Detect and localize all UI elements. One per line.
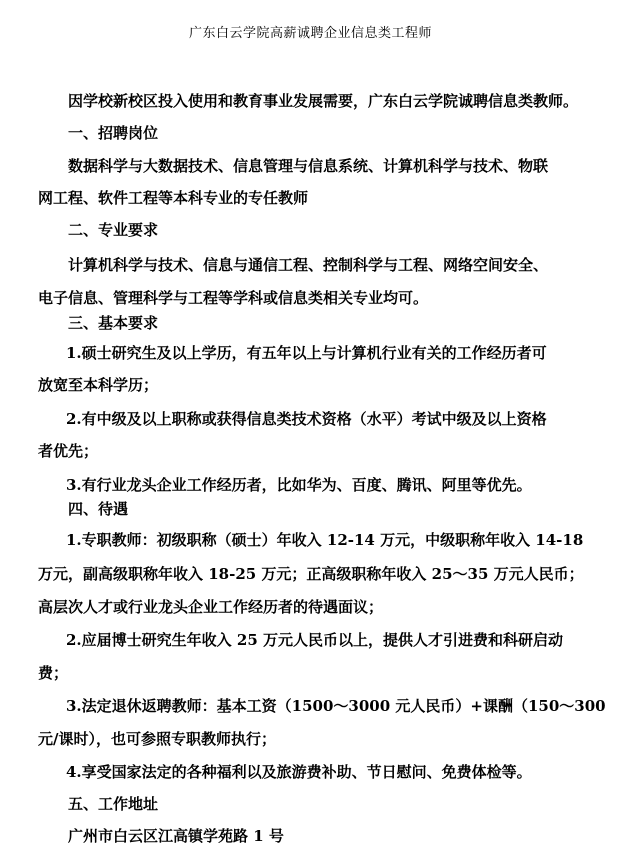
- section-heading-benefits: 四、待遇: [68, 500, 129, 518]
- section-heading-address: 五、工作地址: [68, 795, 159, 813]
- majors-text-line-1: 计算机科学与技术、信息与通信工程、控制科学与工程、网络空间安全、: [68, 256, 549, 274]
- positions-text-line-1: 数据科学与大数据技术、信息管理与信息系统、计算机科学与技术、物联: [68, 157, 549, 175]
- requirement-1-line-2: 放宽至本科学历；: [38, 376, 159, 394]
- benefit-1-line-3: 高层次人才或行业龙头企业工作经历者的待遇面议；: [38, 598, 384, 616]
- benefit-1-line-1: 1.专职教师：初级职称（硕士）年收入 12-14 万元，中级职称年收入 14-18: [66, 531, 584, 549]
- section-heading-requirements: 三、基本要求: [68, 314, 159, 332]
- intro-paragraph: 因学校新校区投入使用和教育事业发展需要，广东白云学院诚聘信息类教师。: [68, 92, 579, 110]
- benefit-4: 4.享受国家法定的各种福利以及旅游费补助、节日慰问、免费体检等。: [66, 763, 532, 781]
- address-text: 广州市白云区江高镇学苑路 1 号: [68, 827, 284, 845]
- document-title: 广东白云学院高薪诚聘企业信息类工程师: [188, 26, 432, 41]
- requirement-2-line-1: 2.有中级及以上职称或获得信息类技术资格（水平）考试中级及以上资格: [66, 410, 547, 428]
- requirement-3: 3.有行业龙头企业工作经历者，比如华为、百度、腾讯、阿里等优先。: [66, 476, 532, 494]
- benefit-3-line-2: 元/课时），也可参照专职教师执行；: [38, 730, 276, 748]
- benefit-2-line-1: 2.应届博士研究生年收入 25 万元人民币以上，提供人才引进费和科研启动: [66, 631, 563, 649]
- majors-text-line-2: 电子信息、管理科学与工程等学科或信息类相关专业均可。: [38, 289, 429, 307]
- positions-text-line-2: 网工程、软件工程等本科专业的专任教师: [38, 189, 309, 207]
- section-heading-positions: 一、招聘岗位: [68, 124, 159, 142]
- benefit-3-line-1: 3.法定退休返聘教师：基本工资（1500～3000 元人民币）+课酬（150～300: [66, 697, 606, 715]
- section-heading-majors: 二、专业要求: [68, 221, 159, 239]
- requirement-2-line-2: 者优先；: [38, 442, 99, 460]
- benefit-2-line-2: 费；: [38, 664, 69, 682]
- requirement-1-line-1: 1.硕士研究生及以上学历，有五年以上与计算机行业有关的工作经历者可: [66, 344, 547, 362]
- benefit-1-line-2: 万元，副高级职称年收入 18-25 万元；正高级职称年收入 25～35 万元人民币；: [38, 565, 584, 583]
